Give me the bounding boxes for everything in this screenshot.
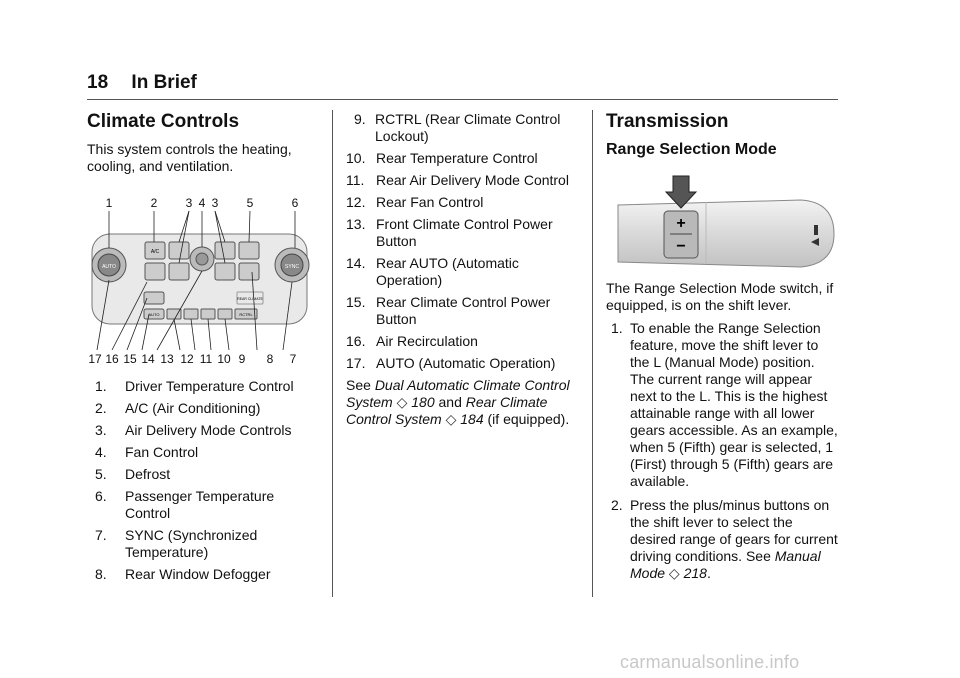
- list-item: 3. Air Delivery Mode Controls: [95, 422, 292, 438]
- svg-text:−: −: [676, 238, 686, 255]
- list-item: 8. Rear Window Defogger: [95, 566, 271, 582]
- transmission-title: Transmission: [606, 111, 729, 132]
- callout-bottom-label: 13: [160, 352, 174, 366]
- callout-top-label: 4: [198, 196, 206, 210]
- svg-text:REAR CLIMATE: REAR CLIMATE: [237, 297, 263, 301]
- svg-text:A/C: A/C: [150, 249, 160, 255]
- svg-text:RCTRL: RCTRL: [239, 312, 253, 317]
- list-item: 7. SYNC (Synchronized Temperature): [95, 527, 258, 560]
- range-selection-heading: Range Selection Mode: [606, 141, 777, 158]
- climate-column-1: [87, 111, 312, 175]
- callout-top-label: 5: [246, 196, 254, 210]
- callout-bottom-label: 8: [266, 352, 274, 366]
- page-number: 18: [87, 72, 109, 93]
- svg-text:AUTO: AUTO: [148, 312, 160, 317]
- column-divider: [332, 110, 333, 597]
- list-item: 1. To enable the Range Selection feature, move the shift lever to the L (Manual Mode) position. The current range will appear next to the L. This is the highest attainable range with all lower gears accessible. As an example, when 5 (Fifth) gear is selected, 1 (First) through 5 (Fifth) gears are available.: [611, 320, 838, 489]
- callout-top-label: 3: [211, 196, 219, 210]
- callout-top-label: 3: [185, 196, 193, 210]
- section-title: In Brief: [131, 72, 197, 93]
- cross-reference-link[interactable]: Manual Mode: [630, 548, 821, 581]
- climate-list-part-1: [95, 378, 315, 588]
- shift-lever-illustration: [606, 172, 838, 272]
- callout-bottom-label: 7: [289, 352, 297, 366]
- list-item: 14. Rear AUTO (Automatic Operation): [346, 255, 519, 288]
- callout-bottom-label: 14: [141, 352, 155, 366]
- list-item: 2. A/C (Air Conditioning): [95, 400, 261, 416]
- list-item: 13. Front Climate Control Power Button: [346, 216, 553, 249]
- list-item: 2. Press the plus/minus buttons on the shift lever to select the desired range of gears for current driving conditions. See Manual Mode ◇ 218.: [611, 497, 838, 581]
- page-header: [87, 72, 197, 94]
- callout-bottom-label: 15: [123, 352, 137, 366]
- climate-panel-illustration: [87, 192, 312, 368]
- page-ref-icon: ◇: [668, 565, 680, 581]
- page-ref-icon: ◇: [396, 394, 408, 410]
- callout-bottom-label: 12: [180, 352, 194, 366]
- svg-text:+: +: [676, 215, 686, 232]
- transmission-body: [606, 280, 838, 587]
- see-also-paragraph: See Dual Automatic Climate Control System ◇ 180 and Rear Climate Control System ◇ 184 (if equipped).: [346, 377, 570, 427]
- callout-bottom-label: 16: [105, 352, 119, 366]
- list-item: 12. Rear Fan Control: [346, 194, 484, 210]
- column-divider: [592, 110, 593, 597]
- list-item: 10. Rear Temperature Control: [346, 150, 538, 166]
- callout-top-label: 6: [291, 196, 299, 210]
- svg-text:SYNC: SYNC: [285, 264, 299, 270]
- header-rule: [87, 99, 838, 100]
- list-item: 5. Defrost: [95, 466, 171, 482]
- cross-reference-link[interactable]: Dual Automatic Climate Control System: [346, 377, 570, 410]
- page-ref-icon: ◇: [445, 411, 457, 427]
- list-item: 6. Passenger Temperature Control: [95, 488, 275, 521]
- cross-reference-link[interactable]: Rear Climate Control System: [346, 394, 548, 427]
- callout-bottom-label: 11: [199, 352, 213, 366]
- list-item: 4. Fan Control: [95, 444, 199, 460]
- climate-title: Climate Controls: [87, 111, 240, 132]
- list-item: 15. Rear Climate Control Power Button: [346, 294, 551, 327]
- climate-list-part-2: [346, 111, 581, 428]
- transmission-column: [606, 111, 838, 158]
- watermark: carmanualsonline.info: [620, 652, 800, 672]
- climate-controls-figure: [87, 192, 312, 368]
- list-item: 9. RCTRL (Rear Climate Control Lockout): [354, 111, 561, 144]
- callout-bottom-label: 9: [238, 352, 246, 366]
- svg-text:AUTO: AUTO: [102, 264, 116, 270]
- callout-bottom-label: 10: [217, 352, 231, 366]
- transmission-intro: The Range Selection Mode switch, if equipped, is on the shift lever.: [606, 280, 834, 313]
- callout-top-label: 1: [105, 196, 113, 210]
- callout-bottom-label: 17: [88, 352, 102, 366]
- list-item: 17. AUTO (Automatic Operation): [346, 355, 556, 371]
- list-item: 1. Driver Temperature Control: [95, 378, 294, 394]
- callout-top-label: 2: [150, 196, 158, 210]
- list-item: 11. Rear Air Delivery Mode Control: [346, 172, 569, 188]
- climate-intro: This system controls the heating, cooling, and ventilation.: [87, 141, 292, 174]
- shift-lever-figure: [606, 172, 838, 272]
- list-item: 16. Air Recirculation: [346, 333, 478, 349]
